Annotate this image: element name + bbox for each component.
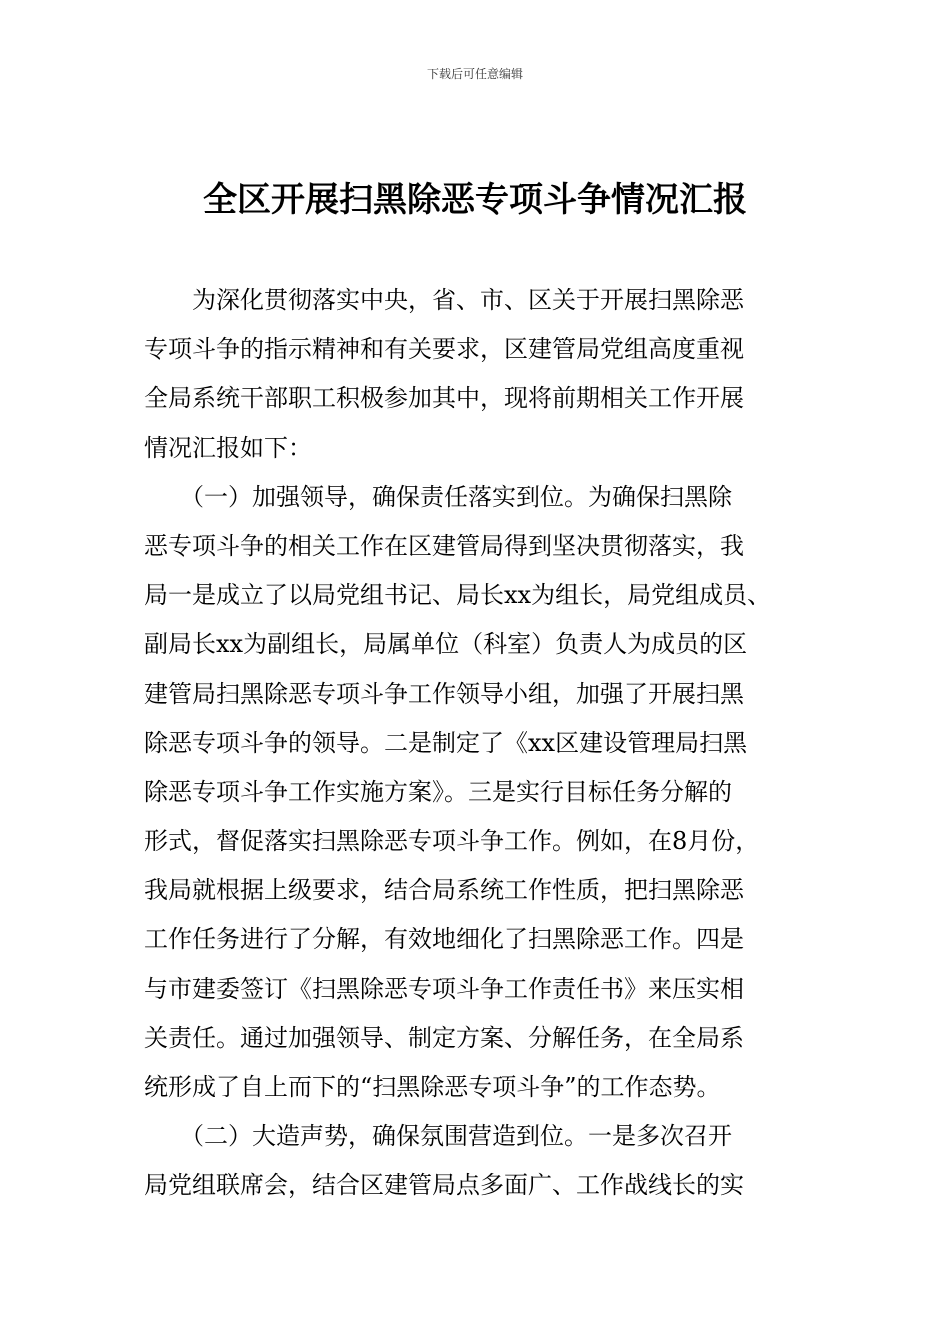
body-line: 恶专项斗争的相关工作在区建管局得到坚决贯彻落实，我 bbox=[144, 531, 744, 560]
body-line: 工作任务进行了分解，有效地细化了扫黑除恶工作。四是 bbox=[144, 925, 744, 954]
body-line: 除恶专项斗争工作实施方案》。三是实行目标任务分解的 bbox=[144, 777, 732, 806]
body-line: 副局长xx为副组长，局属单位（科室）负责人为成员的区 bbox=[144, 630, 748, 659]
body-line: 形式，督促落实扫黑除恶专项斗争工作。例如，在8月份， bbox=[144, 827, 760, 856]
body-line: 为深化贯彻落实中央，省、市、区关于开展扫黑除恶 bbox=[144, 286, 744, 314]
body-line: 局党组联席会，结合区建管局点多面广、工作战线长的实 bbox=[144, 1171, 744, 1200]
header-note: 下载后可任意编辑 bbox=[426, 67, 523, 81]
body-line: 除恶专项斗争的领导。二是制定了《xx区建设管理局扫黑 bbox=[144, 728, 748, 757]
body-line: 建管局扫黑除恶专项斗争工作领导小组，加强了开展扫黑 bbox=[144, 679, 744, 708]
document-title: 全区开展扫黑除恶专项斗争情况汇报 bbox=[203, 180, 747, 220]
body-line: 全局系统干部职工积极参加其中，现将前期相关工作开展 bbox=[144, 384, 744, 413]
body-line: （一）加强领导，确保责任落实到位。为确保扫黑除 bbox=[144, 482, 732, 511]
body-line: 关责任。通过加强领导、制定方案、分解任务，在全局系 bbox=[144, 1023, 744, 1052]
document-body bbox=[144, 276, 824, 1211]
body-line: （二）大造声势，确保氛围营造到位。一是多次召开 bbox=[144, 1122, 732, 1151]
body-line: 情况汇报如下： bbox=[144, 433, 312, 462]
body-line: 我局就根据上级要求，结合局系统工作性质，把扫黑除恶 bbox=[144, 876, 744, 905]
body-line: 专项斗争的指示精神和有关要求，区建管局党组高度重视 bbox=[144, 335, 744, 364]
body-line: 局一是成立了以局党组书记、局长xx为组长，局党组成员、 bbox=[144, 581, 772, 610]
body-line: 与市建委签订《扫黑除恶专项斗争工作责任书》来压实相 bbox=[144, 974, 744, 1003]
body-line: 统形成了自上而下的“扫黑除恶专项斗争”的工作态势。 bbox=[144, 1073, 721, 1101]
